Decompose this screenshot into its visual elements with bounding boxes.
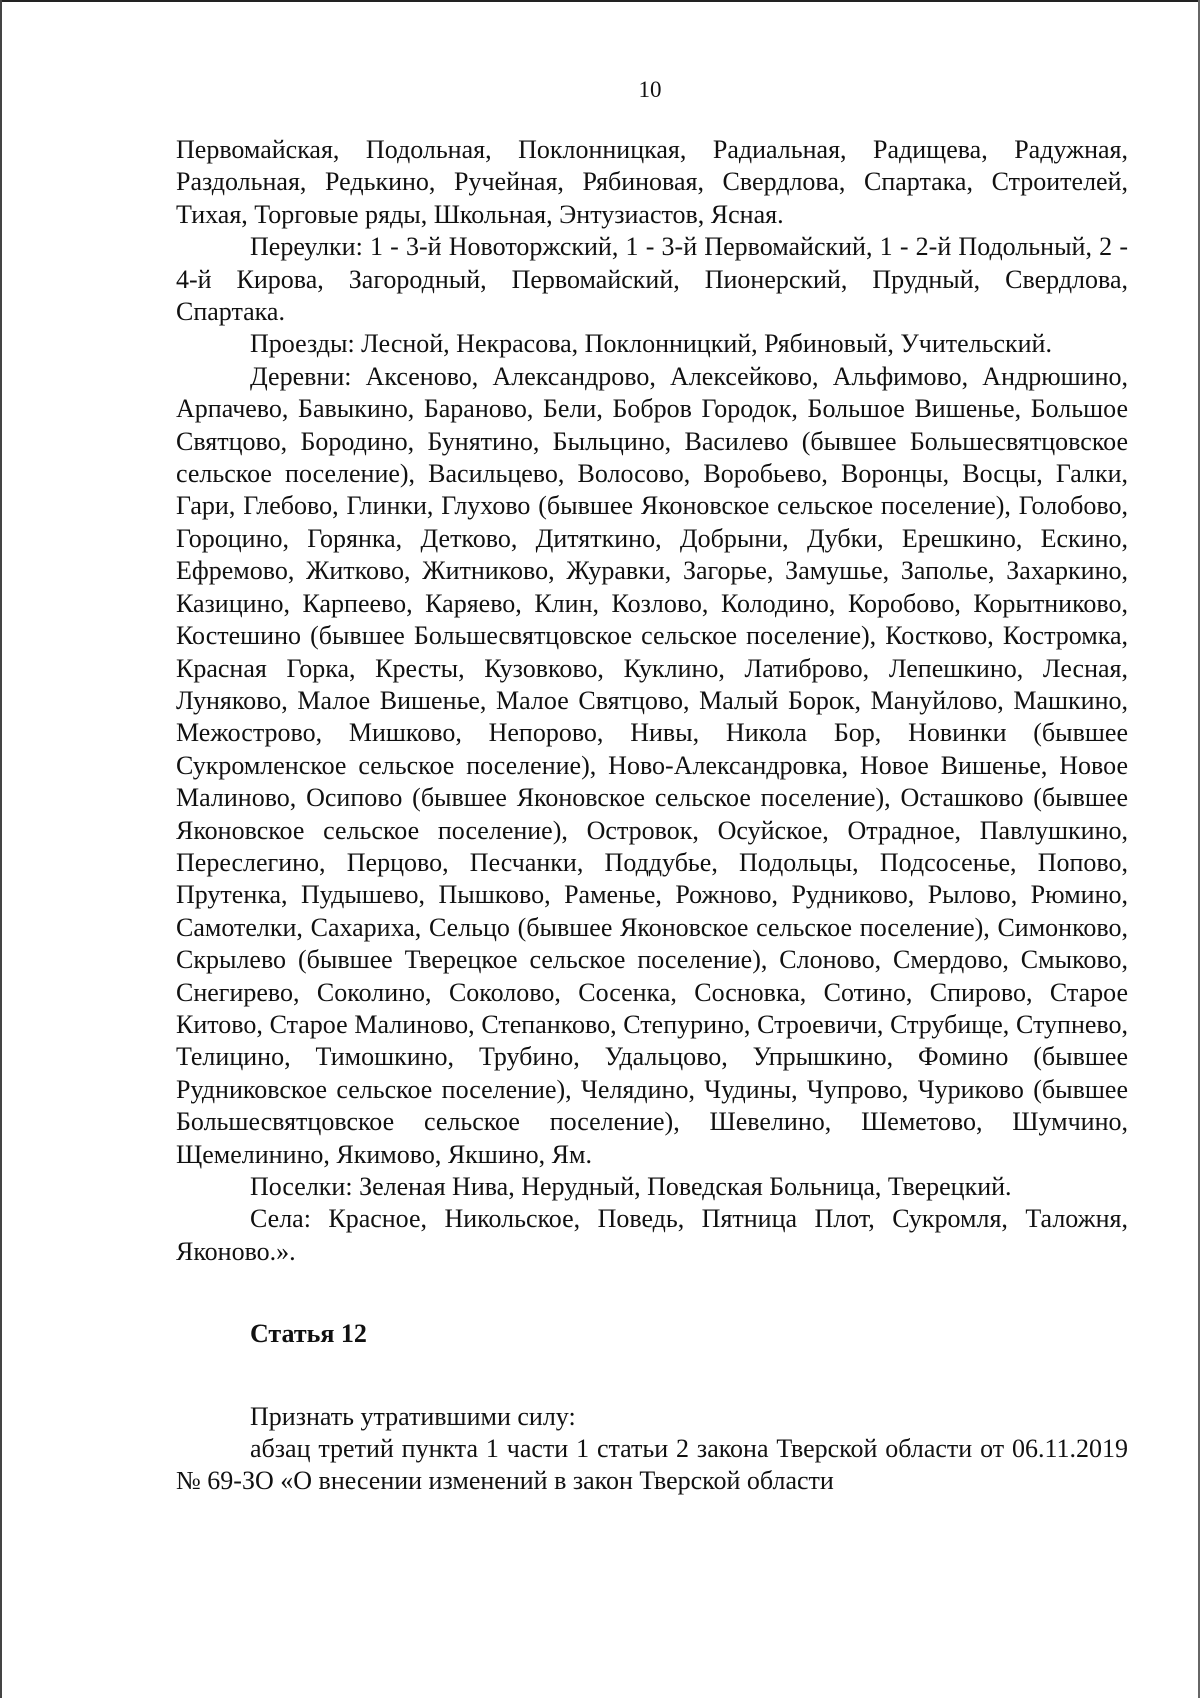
paragraph-passages: Проезды: Лесной, Некрасова, Поклонницкий, Рябиновый, Учительский. bbox=[250, 329, 1052, 359]
paragraph-settlements: Поселки: Зеленая Нива, Нерудный, Поведская Больница, Тверецкий. bbox=[250, 1172, 1012, 1201]
article-heading: Статья 12 bbox=[250, 1319, 367, 1349]
paragraph-lanes: Переулки: 1 - 3-й Новоторжский, 1 - 3-й Первомайский, 1 - 2-й Подольный, 2 - 4-й Кирова, Загородный, Первомайский, Пионерский, Прудный, Свердлова, Спартака. bbox=[176, 232, 1128, 327]
paragraph-repeal-intro: Признать утратившими силу: bbox=[250, 1401, 576, 1431]
scan-edge-top bbox=[0, 0, 1200, 2]
page-number: 10 bbox=[638, 77, 662, 102]
paragraph-streets-continued: Первомайская, Подольная, Поклонницкая, Радиальная, Радищева, Радужная, Раздольная, Редькино, Ручейная, Рябиновая, Свердлова, Спартака, Строителей, Тихая, Торговые ряды, Школьная, Энтузиастов, Ясная. bbox=[176, 135, 1128, 229]
paragraph-repeal-item: абзац третий пункта 1 части 1 статьи 2 закона Тверской области от 06.11.2019 № 69-ЗО «О внесении изменений в закон Тверской области bbox=[176, 1434, 1128, 1496]
document-body bbox=[176, 134, 1128, 1498]
paragraph-selo: Села: Красное, Никольское, Поведь, Пятница Плот, Сукромля, Таложня, Яконово.». bbox=[176, 1204, 1128, 1266]
scan-edge-left bbox=[0, 0, 2, 1698]
paragraph-villages: Деревни: Аксеново, Александрово, Алексейково, Альфимово, Андрюшино, Арпачево, Бавыкино, Бараново, Бели, Бобров Городок, Большое Вишенье, Большое Святцово, Бородино, Бунятино, Быльцино, Василево (бывшее Большесвятцовское сельское поселение), Васильцево, Волосово, Воробьево, Воронцы, Восцы, Галки, Гари, Глебово, Глинки, Глухово (бывшее Яконовское сельское поселение), Голобово, Гороцино, Горянка, Детково, Дитяткино, Добрыни, Дубки, Ерешкино, Ескино, Ефремово, Житково, Житниково, Журавки, Загорье, Замушье, Заполье, Захаркино, Казицино, Карпеево, Каряево, Клин, Козлово, Колодино, Коробово, Корытниково, Костешино (бывшее Большесвятцовское сельское поселение), Костково, Костромка, Красная Горка, Кресты, Кузовково, Куклино, Латиброво, Лепешкино, Лесная, Луняково, Малое Вишенье, Малое Святцово, Малый Борок, Мануйлово, Машкино, Межострово, Мишково, Непорово, Нивы, Никола Бор, Новинки (бывшее Сукромленское сельское поселение), Ново-Александровка, Новое Вишенье, Новое Малиново, Осипово (бывшее Яконовское сельское поселение), Осташково (бывшее Яконовское сельское поселение), Островок, Осуйское, Отрадное, Павлушкино, Переслегино, Перцово, Песчанки, Поддубье, Подольцы, Подсосенье, Попово, Прутенка, Пудышево, Пышково, Раменье, Рожново, Рудниково, Рылово, Рюмино, Самотелки, Сахариха, Сельцо (бывшее Яконовское сельское поселение), Симонково, Скрылево (бывшее Тверецкое сельское поселение), Слоново, Смердово, Смыково, Снегирево, Соколино, Соколово, Сосенка, Сосновка, Сотино, Спирово, Старое Китово, Старое Малиново, Степанково, Степурино, Строевичи, Струбище, Ступнево, Телицино, Тимошкино, Трубино, Удальцово, Упрышкино, Фомино (бывшее Рудниковское сельское поселение), Челядино, Чудины, Чупрово, Чуриково (бывшее Большесвятцовское сельское поселение), Шевелино, Шеметово, Шумчино, Щемелинино, Якимово, Якшино, Ям. bbox=[176, 361, 1128, 1169]
